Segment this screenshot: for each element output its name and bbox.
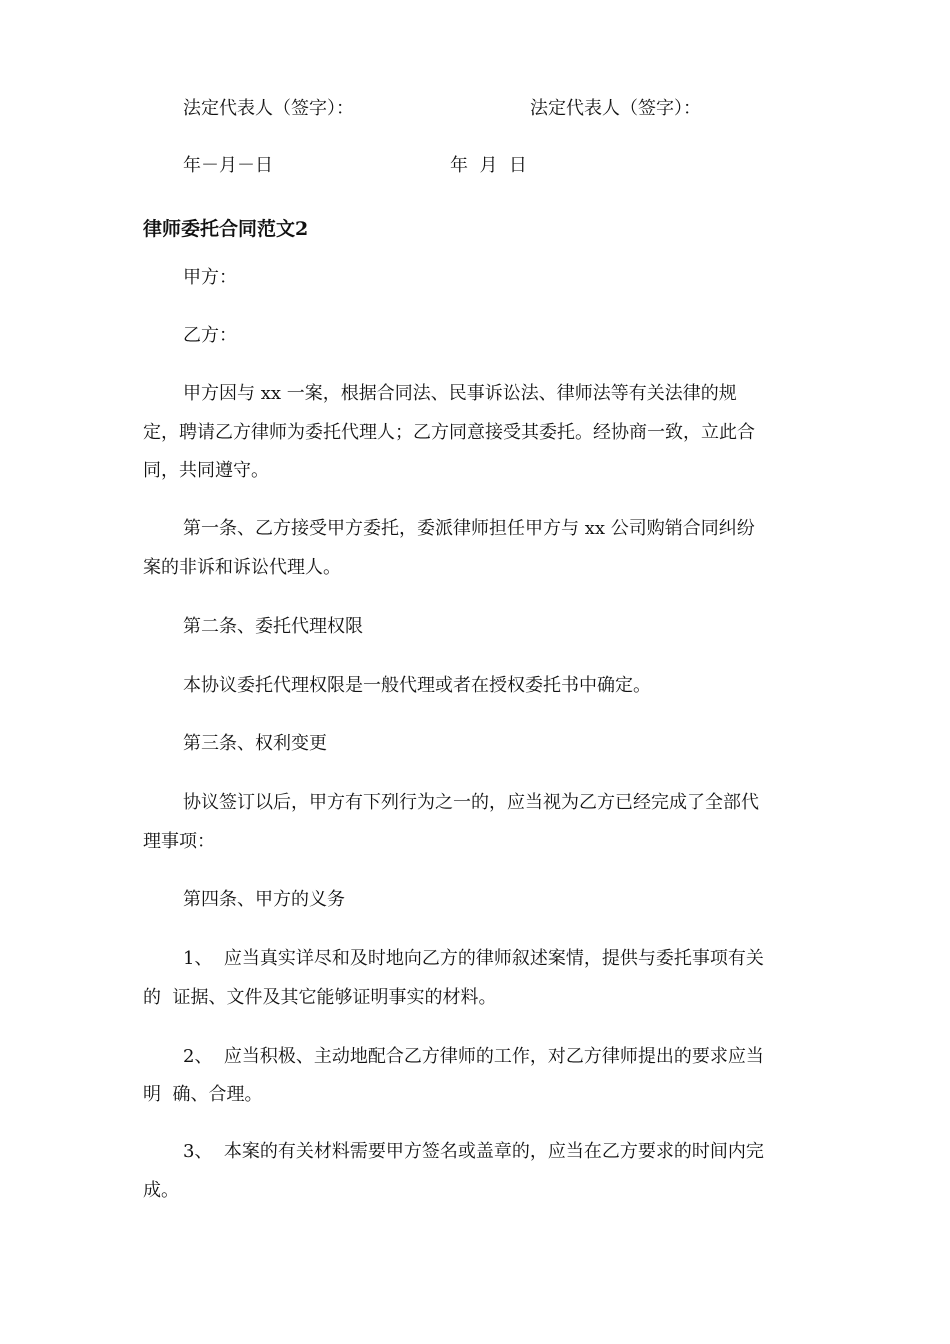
article-1-line: 第一条、乙方接受甲方委托，委派律师担任甲方与 xx 公司购销合同纠纷 — [183, 518, 755, 539]
duty-3-line: 成。 — [143, 1180, 179, 1201]
article-3-line: 协议签订以后，甲方有下列行为之一的，应当视为乙方已经完成了全部代 — [183, 792, 759, 813]
party-b-representative-signature: 法定代表人（签字）： — [530, 98, 701, 119]
article-3-line: 理事项： — [143, 831, 215, 852]
party-a-representative-signature: 法定代表人（签字）： — [183, 98, 354, 119]
article-4-title: 第四条、甲方的义务 — [183, 889, 345, 910]
duty-1-line: 1、 应当真实详尽和及时地向乙方的律师叙述案情，提供与委托事项有关 — [183, 948, 764, 969]
duty-1-line: 的 证据、文件及其它能够证明事实的材料。 — [143, 987, 497, 1008]
intro-line: 同，共同遵守。 — [143, 460, 269, 481]
duty-2-line: 明 确、合理。 — [143, 1084, 263, 1105]
duty-3-line: 3、 本案的有关材料需要甲方签名或盖章的，应当在乙方要求的时间内完 — [183, 1141, 764, 1162]
intro-line: 甲方因与 xx 一案，根据合同法、民事诉讼法、律师法等有关法律的规 — [183, 383, 737, 404]
intro-line: 定，聘请乙方律师为委托代理人；乙方同意接受其委托。经协商一致，立此合 — [143, 422, 755, 443]
party-b-signature-date: 年 月 日 — [450, 155, 527, 176]
party-a-signature-date: 年－月－日 — [183, 155, 273, 176]
duty-2-line: 2、 应当积极、主动地配合乙方律师的工作，对乙方律师提出的要求应当 — [183, 1046, 764, 1067]
article-3-title: 第三条、权利变更 — [183, 733, 327, 754]
party-a-label: 甲方： — [183, 267, 237, 288]
party-b-label: 乙方： — [183, 325, 237, 346]
article-2-title: 第二条、委托代理权限 — [183, 616, 363, 637]
article-2-body: 本协议委托代理权限是一般代理或者在授权委托书中确定。 — [183, 675, 651, 696]
section-title: 律师委托合同范文2 — [143, 218, 309, 240]
article-1-line: 案的非诉和诉讼代理人。 — [143, 557, 341, 578]
